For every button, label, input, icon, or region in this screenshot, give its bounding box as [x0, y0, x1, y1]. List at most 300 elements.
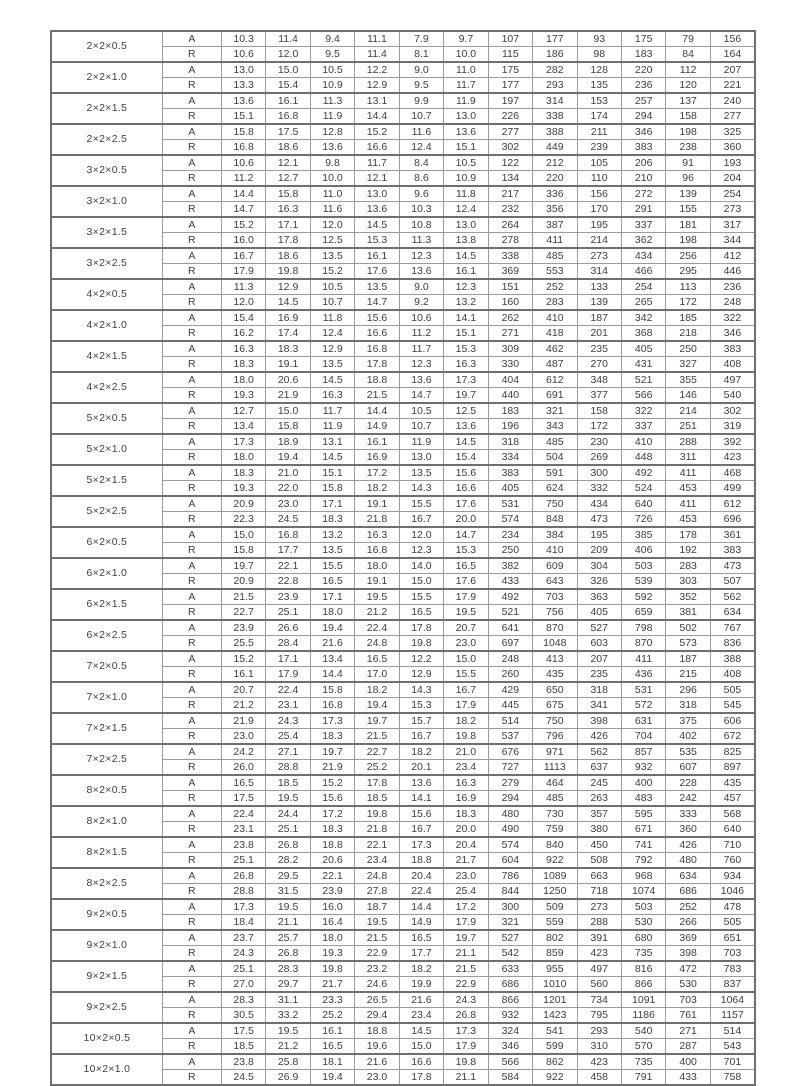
row-type-label: A [162, 930, 221, 946]
size-group [51, 62, 755, 93]
value-cell: 17.7 [266, 543, 310, 559]
value-cell: 387 [533, 217, 577, 233]
value-cell: 458 [577, 1070, 621, 1086]
value-cell: 568 [710, 806, 755, 822]
size-label: 10×2×1.0 [51, 1054, 162, 1085]
value-cell: 1113 [533, 760, 577, 776]
value-cell: 502 [666, 620, 710, 636]
value-cell: 139 [666, 186, 710, 202]
value-cell: 256 [666, 248, 710, 264]
value-cell: 220 [621, 62, 665, 78]
value-cell: 23.8 [221, 1054, 265, 1070]
value-cell: 25.5 [221, 636, 265, 652]
value-cell: 595 [621, 806, 665, 822]
value-cell: 566 [488, 1054, 532, 1070]
value-cell: 574 [488, 512, 532, 528]
value-cell: 485 [533, 791, 577, 807]
value-cell: 17.8 [399, 1070, 443, 1086]
value-cell: 113 [666, 279, 710, 295]
table-row [51, 434, 755, 450]
table-row [51, 527, 755, 543]
value-cell: 19.4 [310, 620, 354, 636]
value-cell: 11.1 [355, 31, 399, 47]
row-type-label: R [162, 605, 221, 621]
value-cell: 17.8 [399, 620, 443, 636]
value-cell: 659 [621, 605, 665, 621]
value-cell: 228 [666, 775, 710, 791]
value-cell: 604 [488, 853, 532, 869]
value-cell: 11.7 [310, 403, 354, 419]
value-cell: 146 [666, 388, 710, 404]
value-cell: 1091 [621, 992, 665, 1008]
value-cell: 382 [488, 558, 532, 574]
value-cell: 16.7 [399, 729, 443, 745]
value-cell: 17.9 [266, 667, 310, 683]
value-cell: 15.6 [310, 791, 354, 807]
value-cell: 535 [666, 744, 710, 760]
value-cell: 14.1 [399, 791, 443, 807]
value-cell: 12.8 [310, 124, 354, 140]
value-cell: 857 [621, 744, 665, 760]
value-cell: 825 [710, 744, 755, 760]
value-cell: 239 [577, 140, 621, 156]
value-cell: 96 [666, 171, 710, 187]
value-cell: 177 [488, 78, 532, 94]
value-cell: 18.6 [266, 248, 310, 264]
value-cell: 346 [710, 326, 755, 342]
value-cell: 786 [488, 868, 532, 884]
value-cell: 676 [488, 744, 532, 760]
value-cell: 14.4 [221, 186, 265, 202]
value-cell: 640 [621, 496, 665, 512]
row-type-label: R [162, 667, 221, 683]
value-cell: 14.1 [444, 310, 488, 326]
value-cell: 252 [666, 899, 710, 915]
value-cell: 294 [621, 109, 665, 125]
value-cell: 357 [577, 806, 621, 822]
value-cell: 17.8 [355, 357, 399, 373]
value-cell: 435 [533, 667, 577, 683]
value-cell: 296 [666, 682, 710, 698]
value-cell: 14.4 [399, 899, 443, 915]
value-cell: 226 [488, 109, 532, 125]
value-cell: 18.3 [310, 822, 354, 838]
value-cell: 485 [533, 248, 577, 264]
value-cell: 21.0 [266, 465, 310, 481]
value-cell: 11.4 [355, 47, 399, 63]
value-cell: 252 [533, 279, 577, 295]
value-cell: 23.9 [221, 620, 265, 636]
value-cell: 322 [621, 403, 665, 419]
value-cell: 333 [666, 806, 710, 822]
value-cell: 12.9 [310, 341, 354, 357]
value-cell: 185 [666, 310, 710, 326]
value-cell: 198 [666, 233, 710, 249]
row-type-label: R [162, 822, 221, 838]
value-cell: 11.6 [399, 124, 443, 140]
value-cell: 531 [621, 682, 665, 698]
row-type-label: A [162, 372, 221, 388]
value-cell: 212 [533, 155, 577, 171]
value-cell: 701 [710, 1054, 755, 1070]
value-cell: 13.6 [399, 775, 443, 791]
value-cell: 21.5 [444, 961, 488, 977]
value-cell: 22.3 [221, 512, 265, 528]
value-cell: 1250 [533, 884, 577, 900]
value-cell: 20.7 [444, 620, 488, 636]
value-cell: 599 [533, 1039, 577, 1055]
value-cell: 16.3 [355, 527, 399, 543]
row-type-label: A [162, 558, 221, 574]
row-type-label: R [162, 915, 221, 931]
table-row [51, 651, 755, 667]
value-cell: 18.5 [266, 775, 310, 791]
size-group [51, 465, 755, 496]
value-cell: 16.7 [221, 248, 265, 264]
size-group [51, 31, 755, 62]
value-cell: 263 [577, 791, 621, 807]
value-cell: 277 [488, 124, 532, 140]
value-cell: 27.0 [221, 977, 265, 993]
value-cell: 1074 [621, 884, 665, 900]
value-cell: 8.1 [399, 47, 443, 63]
value-cell: 360 [666, 822, 710, 838]
size-label: 4×2×1.0 [51, 310, 162, 341]
value-cell: 16.8 [355, 341, 399, 357]
value-cell: 727 [488, 760, 532, 776]
value-cell: 16.3 [266, 202, 310, 218]
value-cell: 14.5 [399, 1023, 443, 1039]
value-cell: 17.5 [221, 1023, 265, 1039]
value-cell: 11.6 [310, 202, 354, 218]
value-cell: 23.0 [221, 729, 265, 745]
value-cell: 19.5 [266, 791, 310, 807]
value-cell: 18.0 [310, 930, 354, 946]
value-cell: 612 [710, 496, 755, 512]
value-cell: 505 [710, 682, 755, 698]
value-cell: 250 [488, 543, 532, 559]
value-cell: 17.8 [355, 775, 399, 791]
value-cell: 14.7 [355, 295, 399, 311]
size-group [51, 930, 755, 961]
value-cell: 324 [488, 1023, 532, 1039]
value-cell: 22.7 [355, 744, 399, 760]
value-cell: 641 [488, 620, 532, 636]
value-cell: 15.2 [221, 217, 265, 233]
value-cell: 540 [710, 388, 755, 404]
value-cell: 10.6 [399, 310, 443, 326]
value-cell: 84 [666, 47, 710, 63]
value-cell: 735 [621, 946, 665, 962]
value-cell: 19.8 [444, 729, 488, 745]
value-cell: 16.3 [444, 357, 488, 373]
value-cell: 426 [577, 729, 621, 745]
table-row [51, 806, 755, 822]
value-cell: 302 [488, 140, 532, 156]
value-cell: 697 [488, 636, 532, 652]
size-label: 4×2×2.5 [51, 372, 162, 403]
value-cell: 13.6 [399, 372, 443, 388]
value-cell: 26.8 [221, 868, 265, 884]
value-cell: 18.2 [399, 744, 443, 760]
value-cell: 14.5 [310, 372, 354, 388]
size-group [51, 496, 755, 527]
size-label: 4×2×0.5 [51, 279, 162, 310]
table-row [51, 744, 755, 760]
value-cell: 612 [533, 372, 577, 388]
size-label: 6×2×1.0 [51, 558, 162, 589]
value-cell: 271 [488, 326, 532, 342]
size-label: 5×2×1.5 [51, 465, 162, 496]
value-cell: 398 [577, 713, 621, 729]
value-cell: 497 [710, 372, 755, 388]
value-cell: 235 [577, 667, 621, 683]
value-cell: 19.3 [310, 946, 354, 962]
size-group [51, 1054, 755, 1085]
value-cell: 14.5 [310, 450, 354, 466]
data-table [50, 30, 756, 1086]
value-cell: 288 [666, 434, 710, 450]
table-row [51, 961, 755, 977]
value-cell: 15.8 [221, 543, 265, 559]
row-type-label: A [162, 527, 221, 543]
row-type-label: A [162, 93, 221, 109]
value-cell: 433 [666, 1070, 710, 1086]
value-cell: 22.9 [355, 946, 399, 962]
value-cell: 22.1 [266, 558, 310, 574]
value-cell: 446 [710, 264, 755, 280]
value-cell: 19.3 [221, 481, 265, 497]
value-cell: 18.5 [221, 1039, 265, 1055]
table-row [51, 403, 755, 419]
value-cell: 321 [488, 915, 532, 931]
value-cell: 21.1 [444, 1070, 488, 1086]
value-cell: 207 [577, 651, 621, 667]
value-cell: 342 [621, 310, 665, 326]
value-cell: 17.1 [310, 496, 354, 512]
value-cell: 122 [488, 155, 532, 171]
value-cell: 9.5 [310, 47, 354, 63]
value-cell: 23.9 [266, 589, 310, 605]
value-cell: 17.9 [444, 1039, 488, 1055]
value-cell: 20.6 [266, 372, 310, 388]
row-type-label: R [162, 78, 221, 94]
value-cell: 19.4 [310, 1070, 354, 1086]
value-cell: 559 [533, 915, 577, 931]
value-cell: 503 [621, 899, 665, 915]
value-cell: 16.5 [310, 574, 354, 590]
value-cell: 23.0 [444, 868, 488, 884]
size-group [51, 1023, 755, 1054]
value-cell: 844 [488, 884, 532, 900]
value-cell: 20.4 [444, 837, 488, 853]
value-cell: 16.1 [221, 667, 265, 683]
value-cell: 802 [533, 930, 577, 946]
value-cell: 521 [488, 605, 532, 621]
value-cell: 230 [577, 434, 621, 450]
table-row [51, 31, 755, 47]
value-cell: 381 [666, 605, 710, 621]
value-cell: 19.5 [355, 589, 399, 605]
value-cell: 362 [621, 233, 665, 249]
value-cell: 24.6 [355, 977, 399, 993]
value-cell: 464 [533, 775, 577, 791]
value-cell: 326 [577, 574, 621, 590]
value-cell: 377 [577, 388, 621, 404]
value-cell: 584 [488, 1070, 532, 1086]
value-cell: 866 [621, 977, 665, 993]
value-cell: 15.0 [444, 651, 488, 667]
value-cell: 110 [577, 171, 621, 187]
row-type-label: A [162, 589, 221, 605]
value-cell: 336 [533, 186, 577, 202]
value-cell: 254 [710, 186, 755, 202]
value-cell: 624 [533, 481, 577, 497]
value-cell: 288 [577, 915, 621, 931]
value-cell: 23.4 [355, 853, 399, 869]
table-row [51, 62, 755, 78]
value-cell: 19.1 [355, 496, 399, 512]
value-cell: 13.8 [444, 233, 488, 249]
value-cell: 435 [710, 775, 755, 791]
value-cell: 870 [533, 620, 577, 636]
value-cell: 14.4 [355, 403, 399, 419]
value-cell: 12.7 [266, 171, 310, 187]
row-type-label: A [162, 310, 221, 326]
row-type-label: R [162, 233, 221, 249]
value-cell: 570 [621, 1039, 665, 1055]
value-cell: 294 [488, 791, 532, 807]
value-cell: 15.5 [399, 496, 443, 512]
value-cell: 133 [577, 279, 621, 295]
value-cell: 360 [710, 140, 755, 156]
value-cell: 192 [666, 543, 710, 559]
size-label: 5×2×1.0 [51, 434, 162, 465]
value-cell: 15.3 [399, 698, 443, 714]
size-group [51, 279, 755, 310]
value-cell: 15.1 [310, 465, 354, 481]
value-cell: 23.9 [310, 884, 354, 900]
row-type-label: A [162, 62, 221, 78]
value-cell: 1186 [621, 1008, 665, 1024]
value-cell: 19.8 [399, 636, 443, 652]
table-row [51, 930, 755, 946]
value-cell: 10.5 [310, 279, 354, 295]
row-type-label: A [162, 496, 221, 512]
value-cell: 15.0 [221, 527, 265, 543]
row-type-label: R [162, 760, 221, 776]
value-cell: 217 [488, 186, 532, 202]
value-cell: 214 [577, 233, 621, 249]
value-cell: 816 [621, 961, 665, 977]
value-cell: 840 [533, 837, 577, 853]
value-cell: 17.3 [310, 713, 354, 729]
value-cell: 691 [533, 388, 577, 404]
value-cell: 573 [666, 636, 710, 652]
value-cell: 10.3 [399, 202, 443, 218]
size-label: 9×2×2.5 [51, 992, 162, 1023]
value-cell: 1064 [710, 992, 755, 1008]
value-cell: 410 [621, 434, 665, 450]
row-type-label: R [162, 109, 221, 125]
size-label: 5×2×0.5 [51, 403, 162, 434]
value-cell: 15.1 [221, 109, 265, 125]
value-cell: 214 [666, 403, 710, 419]
value-cell: 704 [621, 729, 665, 745]
value-cell: 15.8 [266, 186, 310, 202]
value-cell: 504 [533, 450, 577, 466]
value-cell: 21.0 [444, 744, 488, 760]
value-cell: 327 [666, 357, 710, 373]
value-cell: 17.1 [266, 651, 310, 667]
value-cell: 16.7 [444, 682, 488, 698]
value-cell: 23.8 [221, 837, 265, 853]
value-cell: 12.3 [399, 357, 443, 373]
value-cell: 22.4 [399, 884, 443, 900]
value-cell: 1046 [710, 884, 755, 900]
row-type-label: R [162, 946, 221, 962]
value-cell: 218 [666, 326, 710, 342]
value-cell: 392 [710, 434, 755, 450]
value-cell: 795 [577, 1008, 621, 1024]
value-cell: 17.9 [221, 264, 265, 280]
table-row [51, 682, 755, 698]
size-group [51, 589, 755, 620]
value-cell: 631 [621, 713, 665, 729]
value-cell: 215 [666, 667, 710, 683]
value-cell: 27.8 [355, 884, 399, 900]
value-cell: 9.5 [399, 78, 443, 94]
value-cell: 388 [533, 124, 577, 140]
value-cell: 12.9 [266, 279, 310, 295]
row-type-label: A [162, 899, 221, 915]
value-cell: 672 [710, 729, 755, 745]
value-cell: 25.1 [266, 605, 310, 621]
value-cell: 750 [533, 713, 577, 729]
value-cell: 18.0 [355, 558, 399, 574]
value-cell: 197 [488, 93, 532, 109]
value-cell: 14.5 [444, 434, 488, 450]
value-cell: 17.1 [266, 217, 310, 233]
value-cell: 24.5 [266, 512, 310, 528]
row-type-label: R [162, 1039, 221, 1055]
value-cell: 16.5 [399, 605, 443, 621]
value-cell: 792 [621, 853, 665, 869]
value-cell: 14.7 [444, 527, 488, 543]
value-cell: 9.9 [399, 93, 443, 109]
value-cell: 17.3 [444, 1023, 488, 1039]
value-cell: 17.5 [221, 791, 265, 807]
value-cell: 16.6 [355, 326, 399, 342]
size-group [51, 93, 755, 124]
value-cell: 932 [488, 1008, 532, 1024]
value-cell: 16.4 [310, 915, 354, 931]
value-cell: 767 [710, 620, 755, 636]
value-cell: 12.2 [399, 651, 443, 667]
value-cell: 562 [577, 744, 621, 760]
value-cell: 11.9 [310, 109, 354, 125]
value-cell: 195 [577, 527, 621, 543]
value-cell: 13.5 [399, 465, 443, 481]
value-cell: 383 [488, 465, 532, 481]
value-cell: 15.0 [399, 1039, 443, 1055]
value-cell: 18.3 [310, 729, 354, 745]
size-group [51, 310, 755, 341]
value-cell: 28.3 [221, 992, 265, 1008]
value-cell: 175 [621, 31, 665, 47]
value-cell: 530 [666, 977, 710, 993]
value-cell: 18.3 [310, 512, 354, 528]
